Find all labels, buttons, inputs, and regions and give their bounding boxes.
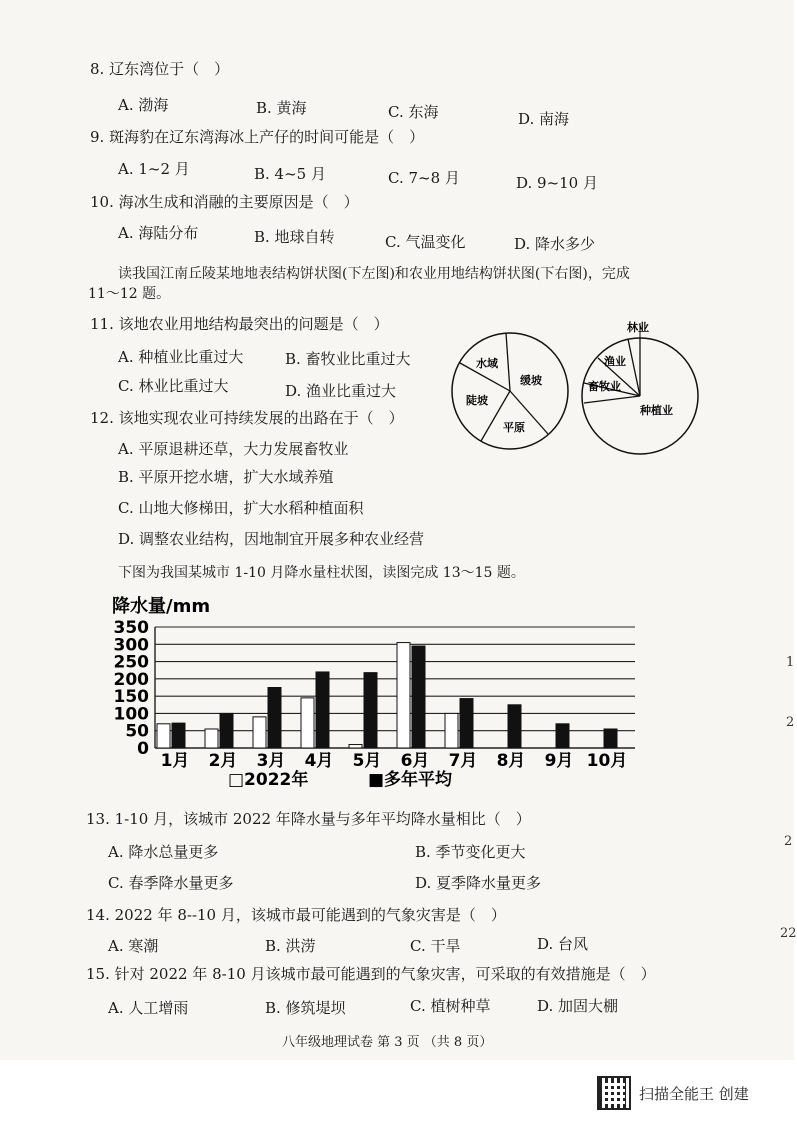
bar-2022 (445, 713, 458, 748)
question-14-option-d: D. 台风 (537, 935, 589, 953)
y-tick-label: 0 (137, 739, 149, 759)
pie-left-label-gentle-slope: 缓坡 (520, 374, 542, 387)
pie-left-label-steep-slope: 陡坡 (466, 394, 488, 407)
bar-2022 (349, 745, 362, 748)
question-8-option-a: A. 渤海 (118, 96, 169, 114)
question-9-option-b: B. 4~5 月 (254, 165, 326, 183)
question-9-stem: 9. 斑海豹在辽东湾海冰上产仔的时间可能是（ ） (90, 128, 425, 146)
bar-average (508, 705, 521, 748)
bar-average (460, 699, 473, 748)
question-15-option-c: C. 植树种草 (410, 997, 491, 1015)
chart-legend (228, 769, 453, 790)
y-tick-label: 250 (113, 652, 149, 673)
question-15-option-b: B. 修筑堤坝 (265, 999, 346, 1017)
question-12-option-c: C. 山地大修梯田，扩大水稻种植面积 (118, 499, 364, 517)
y-tick-label: 100 (113, 704, 149, 725)
chart-y-axis-label: 降水量/mm (112, 596, 211, 617)
margin-mark-4: 22 (780, 926, 797, 941)
x-tick-label: 9月 (544, 751, 574, 771)
bar-average (172, 723, 185, 748)
question-14-option-c: C. 干旱 (410, 937, 461, 955)
question-12-option-b: B. 平原开挖水塘，扩大水域养殖 (118, 468, 334, 486)
bar-2022 (301, 698, 314, 748)
question-13-option-b: B. 季节变化更大 (415, 843, 526, 861)
question-11-option-c: C. 林业比重过大 (118, 377, 229, 395)
scanner-watermark-text: 扫描全能王 创建 (639, 1084, 749, 1103)
x-tick-label: 3月 (256, 751, 286, 771)
chart-x-ticks (161, 751, 628, 771)
bar-average (412, 646, 425, 748)
pie-right-divider-5 (584, 396, 640, 403)
pie-right-label-fishery: 渔业 (604, 355, 626, 368)
margin-mark-3: 2 (784, 834, 793, 849)
margin-mark-2: 2 (786, 715, 795, 730)
pie-right-label-livestock: 畜牧业 (588, 380, 621, 393)
x-tick-label: 7月 (448, 751, 478, 771)
question-10-option-d: D. 降水多少 (514, 235, 596, 253)
x-tick-label: 4月 (304, 751, 334, 771)
question-11-option-d: D. 渔业比重过大 (285, 382, 397, 400)
question-14-stem: 14. 2022 年 8--10 月，该城市最可能遇到的气象灾害是（ ） (86, 906, 506, 924)
pie-right-label-forestry: 林业 (627, 321, 649, 334)
y-tick-label: 200 (113, 669, 149, 690)
x-tick-label: 8月 (496, 751, 526, 771)
x-tick-label: 5月 (352, 751, 382, 771)
legend-average: ■多年平均 (368, 770, 453, 790)
question-10-option-c: C. 气温变化 (385, 233, 466, 251)
question-15-option-d: D. 加固大棚 (537, 997, 619, 1015)
question-10-option-a: A. 海陆分布 (118, 224, 199, 242)
question-9-option-a: A. 1~2 月 (118, 160, 190, 178)
bar-average (556, 724, 569, 748)
question-10-option-b: B. 地球自转 (254, 228, 335, 246)
question-13-stem: 13. 1-10 月，该城市 2022 年降水量与多年平均降水量相比（ ） (86, 810, 531, 828)
question-13-option-c: C. 春季降水量更多 (108, 874, 234, 892)
question-10-stem: 10. 海冰生成和消融的主要原因是（ ） (90, 193, 359, 211)
bar-average (364, 673, 377, 748)
qr-code-icon (597, 1076, 631, 1110)
question-8-stem: 8. 辽东湾位于（ ） (90, 60, 230, 78)
question-9-option-d: D. 9~10 月 (516, 174, 598, 192)
y-tick-label: 150 (113, 687, 149, 708)
question-11-option-a: A. 种植业比重过大 (118, 348, 244, 366)
intro-pie-charts-line2: 11～12 题。 (88, 286, 171, 302)
bar-2022 (157, 724, 170, 748)
chart-bars (157, 643, 617, 748)
question-12-stem: 12. 该地实现农业可持续发展的出路在于（ ） (90, 409, 404, 427)
bar-average (220, 713, 233, 748)
x-tick-label: 6月 (400, 751, 430, 771)
pie-charts (448, 318, 778, 458)
question-14-option-a: A. 寒潮 (108, 937, 159, 955)
margin-mark-1: 1 (786, 655, 795, 670)
page-footer: 八年级地理试卷 第 3 页 （共 8 页） (282, 1035, 493, 1050)
precipitation-bar-chart (100, 590, 640, 790)
intro-bar-chart: 下图为我国某城市 1-10 月降水量柱状图，读图完成 13～15 题。 (118, 565, 525, 581)
pie-left-label-water: 水域 (476, 357, 498, 370)
x-tick-label: 1月 (160, 751, 190, 771)
question-12-option-d: D. 调整农业结构，因地制宜开展多种农业经营 (118, 530, 425, 548)
pie-right-label-crops: 种植业 (640, 404, 673, 417)
y-tick-label: 350 (113, 618, 149, 638)
question-8-option-b: B. 黄海 (256, 99, 307, 117)
pie-right-agricultural-land (582, 320, 698, 454)
question-8-option-d: D. 南海 (518, 110, 570, 128)
question-15-option-a: A. 人工增雨 (108, 999, 189, 1017)
y-tick-label: 50 (125, 721, 149, 742)
bar-2022 (253, 717, 266, 748)
x-tick-label: 10月 (586, 751, 628, 771)
question-15-stem: 15. 针对 2022 年 8-10 月该城市最可能遇到的气象灾害，可采取的有效措施是（ ） (86, 965, 656, 983)
pie-left-divider-1 (506, 333, 510, 391)
question-11-stem: 11. 该地农业用地结构最突出的问题是（ ） (90, 315, 389, 333)
bar-2022 (397, 643, 410, 748)
bar-2022 (205, 729, 218, 748)
chart-y-ticks (114, 618, 150, 759)
question-13-option-d: D. 夏季降水量更多 (415, 874, 542, 892)
pie-left-land-surface (452, 333, 568, 449)
scanner-watermark (597, 1075, 777, 1111)
pie-left-label-plain: 平原 (503, 421, 525, 434)
question-12-option-a: A. 平原退耕还草，大力发展畜牧业 (118, 440, 349, 458)
bar-average (604, 729, 617, 748)
question-9-option-c: C. 7~8 月 (388, 169, 460, 187)
question-11-option-b: B. 畜牧业比重过大 (285, 350, 411, 368)
bar-average (316, 672, 329, 748)
question-14-option-b: B. 洪涝 (265, 937, 316, 955)
question-8-option-c: C. 东海 (388, 103, 439, 121)
y-tick-label: 300 (113, 635, 149, 656)
legend-2022: □2022年 (228, 770, 309, 790)
x-tick-label: 2月 (208, 751, 238, 771)
intro-pie-charts-line1: 读我国江南丘陵某地地表结构饼状图(下左图)和农业用地结构饼状图(下右图)，完成 (118, 266, 630, 282)
bar-average (268, 688, 281, 749)
question-13-option-a: A. 降水总量更多 (108, 843, 219, 861)
